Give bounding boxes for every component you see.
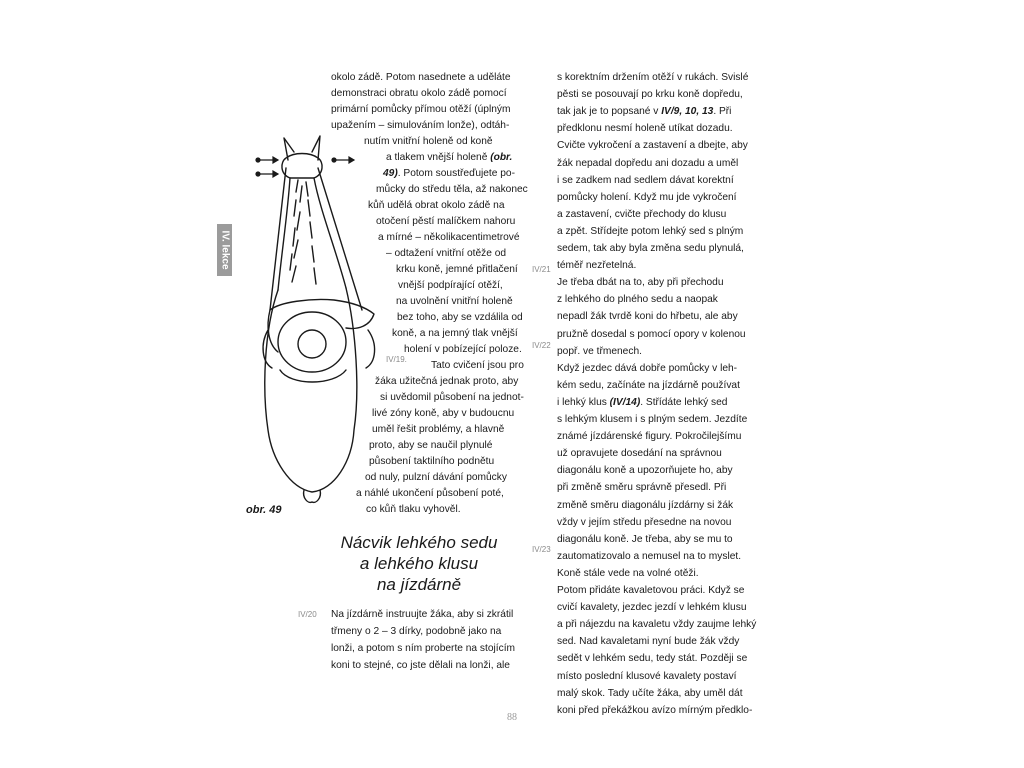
text-line: [386, 150, 512, 165]
text-segment: a zpět. Střídejte potom lehký sed s plným: [557, 225, 744, 237]
text-segment: zautomatizovalo a nemusel na to myslet.: [557, 550, 742, 562]
text-line: [557, 600, 747, 615]
text-line: [331, 641, 515, 656]
chapter-side-tab: [217, 224, 232, 276]
text-segment: livé zóny koně, aby v budoucnu: [372, 408, 515, 419]
text-segment: cvičí kavalety, jezdec jezdí v lehkém klusu: [557, 602, 747, 614]
text-line: [331, 658, 510, 673]
text-segment: třmeny o 2 – 3 dírky, podobně jako na: [331, 626, 502, 637]
text-line: [365, 470, 507, 485]
text-segment: a náhlé ukončení působení poté,: [356, 488, 504, 499]
text-segment: pomůcky holení. Když mu jde vykročení: [557, 191, 737, 203]
text-line: [331, 70, 511, 85]
text-line: [557, 327, 746, 342]
text-line: [557, 617, 756, 632]
text-segment: můcky do středu těla, až nakonec: [376, 184, 528, 195]
paragraph-marker: IV/22: [532, 341, 551, 350]
text-segment: působení taktilního podnětu: [369, 456, 495, 467]
text-line: [557, 686, 743, 701]
text-line: [404, 342, 522, 357]
text-line: [372, 422, 504, 437]
figure-caption: obr. 49: [246, 504, 282, 516]
text-line: [557, 412, 747, 427]
text-line: [557, 446, 722, 461]
text-line: [356, 486, 504, 501]
text-line: [369, 438, 492, 453]
text-segment: kém sedu, začínáte na jízdárně používat: [557, 379, 740, 391]
text-line: [557, 121, 733, 136]
paragraph-marker: IV/21: [532, 265, 551, 274]
text-line: [331, 118, 509, 133]
text-line: [396, 294, 513, 309]
text-line: [331, 607, 513, 622]
text-segment: změně směru diagonálu jízdárny si žák: [557, 499, 734, 511]
text-line: [396, 262, 518, 277]
text-line: [557, 87, 743, 102]
text-segment: a při nájezdu na kavaletu vždy zaujme lehký: [557, 619, 757, 631]
text-line: [364, 134, 493, 149]
paragraph-marker: IV/19.: [386, 355, 407, 364]
text-segment: a tlakem vnější holeně: [386, 152, 491, 163]
text-line: [557, 498, 733, 513]
text-segment: . Při: [713, 106, 732, 118]
text-line: [557, 361, 737, 376]
text-segment: nutím vnitřní holeně od koně: [364, 136, 493, 147]
text-line: [372, 406, 514, 421]
text-line: [557, 583, 744, 598]
text-segment: Je třeba dbát na to, aby při přechodu: [557, 277, 724, 289]
text-segment: primární pomůcky přímou otěží (úplným: [331, 104, 511, 115]
section-heading: [308, 532, 530, 595]
text-line: [397, 310, 523, 325]
paragraph-marker: IV/23: [532, 545, 551, 554]
text-segment: otočení pěstí malíčkem nahoru: [376, 216, 516, 227]
text-line: [557, 224, 743, 239]
text-segment: holení v pobízející poloze.: [404, 344, 522, 355]
text-line: [398, 278, 503, 293]
text-line: [557, 207, 726, 222]
text-line: [386, 246, 506, 261]
text-segment: diagonálu koně. Je třeba, aby se mu to: [557, 533, 733, 545]
text-segment: uměl řešit problémy, a hlavně: [372, 424, 505, 435]
text-line: [557, 532, 733, 547]
text-segment: nepadl žák tvrdě koni do hřbetu, ale aby: [557, 311, 738, 323]
text-line: [557, 138, 748, 153]
text-segment: Tato cvičení jsou pro: [431, 360, 524, 371]
text-segment: vnější podpírající otěží,: [398, 280, 503, 291]
text-line: [557, 156, 738, 171]
text-segment: (IV/14): [609, 396, 641, 408]
text-line: [557, 275, 724, 290]
text-segment: tak jak je to popsané v: [557, 106, 662, 118]
text-segment: si uvědomil působení na jednot-: [380, 392, 524, 403]
text-segment: krku koně, jemné přitlačení: [396, 264, 518, 275]
text-line: [557, 173, 734, 188]
text-line: [331, 624, 501, 639]
text-line: [557, 429, 741, 444]
text-line: [557, 344, 642, 359]
text-segment: – odtažení vnitřní otěže od: [386, 248, 507, 259]
text-line: [366, 502, 461, 517]
text-segment: sed. Nad kavaletami nyní bude žák vždy: [557, 636, 740, 648]
text-segment: i lehký klus: [557, 396, 610, 408]
text-segment: od nuly, pulzní dávání pomůcky: [365, 472, 507, 483]
text-segment: koni to stejné, co jste dělali na lonži, ale: [331, 660, 510, 671]
chapter-side-tab-label: IV. lekce: [219, 230, 230, 270]
text-segment: IV/9, 10, 13: [661, 106, 714, 118]
text-segment: vždy v jejím středu přesedne na novou: [557, 516, 732, 528]
text-segment: co kůň tlaku vyhověl.: [366, 504, 461, 515]
text-line: [431, 358, 524, 373]
text-line: [331, 86, 507, 101]
text-segment: (obr.: [490, 152, 513, 163]
text-segment: malý skok. Tady učíte žáka, aby uměl dát: [557, 687, 743, 699]
text-segment: koně, a na jemný tlak vnější: [392, 328, 518, 339]
text-segment: i se zadkem nad sedlem dávat korektní: [557, 174, 734, 186]
text-line: [557, 566, 699, 581]
text-segment: z lehkého do plného sedu a naopak: [557, 294, 718, 306]
text-line: [557, 292, 718, 307]
text-line: [376, 214, 515, 229]
section-heading-line: a lehkého klusu: [359, 554, 479, 573]
text-segment: 49): [383, 168, 398, 179]
text-segment: Cvičte vykročení a zastavení a dbejte, aby: [557, 140, 748, 152]
text-line: [368, 198, 505, 213]
text-segment: diagonálu koně a upozorňujete ho, aby: [557, 465, 733, 477]
text-line: [557, 395, 727, 410]
horse-rider-illustration: [250, 130, 390, 510]
page-number: 88: [507, 712, 517, 723]
section-heading-line: Nácvik lehkého sedu: [340, 533, 498, 552]
text-segment: popř. ve třmenech.: [557, 345, 642, 357]
text-segment: . Potom soustřeďujete po-: [397, 168, 515, 179]
text-line: [557, 309, 738, 324]
text-line: [331, 102, 510, 117]
text-line: [557, 258, 636, 273]
text-line: [557, 70, 748, 85]
text-segment: upažením – simulováním lonže), odtáh-: [331, 120, 510, 131]
text-line: [557, 378, 740, 393]
text-line: [392, 326, 518, 341]
text-segment: okolo zádě. Potom nasednete a uděláte: [331, 72, 511, 83]
text-segment: na uvolnění vnitřní holeně: [396, 296, 513, 307]
text-line: [557, 515, 731, 530]
text-segment: známé jízdárenské figury. Pokročilejšímu: [557, 431, 742, 443]
text-line: [376, 182, 528, 197]
text-segment: už opravujete dosedání na správnou: [557, 448, 722, 460]
text-segment: místo poslední klusové kavalety postaví: [557, 670, 737, 682]
text-line: [557, 190, 737, 205]
text-line: [369, 454, 494, 469]
text-segment: při změně směru správně přesedl. Při: [557, 482, 727, 494]
text-line: [557, 651, 747, 666]
text-segment: demonstraci obratu okolo zádě pomocí: [331, 88, 507, 99]
text-line: [557, 241, 744, 256]
text-segment: pružně dosedal s pomocí opory v kolenou: [557, 328, 746, 340]
text-line: [557, 104, 731, 119]
text-segment: a zastavení, cvičte přechody do klusu: [557, 208, 727, 220]
text-segment: sedem, tak aby byla změna sedu plynulá,: [557, 243, 744, 254]
text-segment: lonži, a potom s ním proberte na stojícím: [331, 643, 516, 654]
text-line: [557, 669, 737, 684]
text-line: [378, 230, 520, 245]
text-line: [383, 166, 515, 181]
text-line: [557, 549, 741, 564]
text-segment: téměř nezřetelná.: [557, 260, 637, 272]
text-segment: pěsti se posouvají po krku koně dopředu,: [557, 89, 743, 101]
text-segment: Potom přidáte kavaletovou práci. Když se: [557, 585, 745, 596]
text-segment: s korektním držením otěží v rukách. Svislé: [557, 72, 749, 83]
text-segment: žáka užitečná jednak proto, aby: [375, 376, 519, 387]
text-segment: . Střídáte lehký sed: [640, 396, 728, 408]
text-segment: koni před překážkou avízo mírným předklo-: [557, 704, 753, 716]
text-line: [375, 374, 518, 389]
text-segment: s lehkým klusem i s plným sedem. Jezdíte: [557, 414, 748, 425]
text-line: [557, 634, 739, 649]
text-line: [380, 390, 524, 405]
text-segment: kůň udělá obrat okolo zádě na: [368, 200, 505, 211]
text-segment: a mírné – několikacentimetrové: [378, 232, 520, 243]
section-heading-line: na jízdárně: [376, 575, 462, 594]
text-segment: Na jízdárně instruujte žáka, aby si zkrátil: [331, 609, 514, 620]
text-segment: žák nepadal dopředu ani dozadu a uměl: [557, 157, 739, 169]
text-segment: předklonu nesmí holeně utíkat dozadu.: [557, 123, 733, 135]
text-line: [557, 463, 733, 478]
text-segment: sedět v lehkém sedu, tedy stát. Později se: [557, 653, 748, 665]
text-line: [557, 480, 726, 495]
text-segment: Když jezdec dává dobře pomůcky v leh-: [557, 362, 738, 374]
text-segment: proto, aby se naučil plynulé: [369, 440, 493, 451]
text-segment: bez toho, aby se vzdálila od: [397, 312, 523, 323]
text-segment: Koně stále vede na volné otěži.: [557, 567, 699, 579]
paragraph-marker: IV/20: [298, 610, 317, 619]
